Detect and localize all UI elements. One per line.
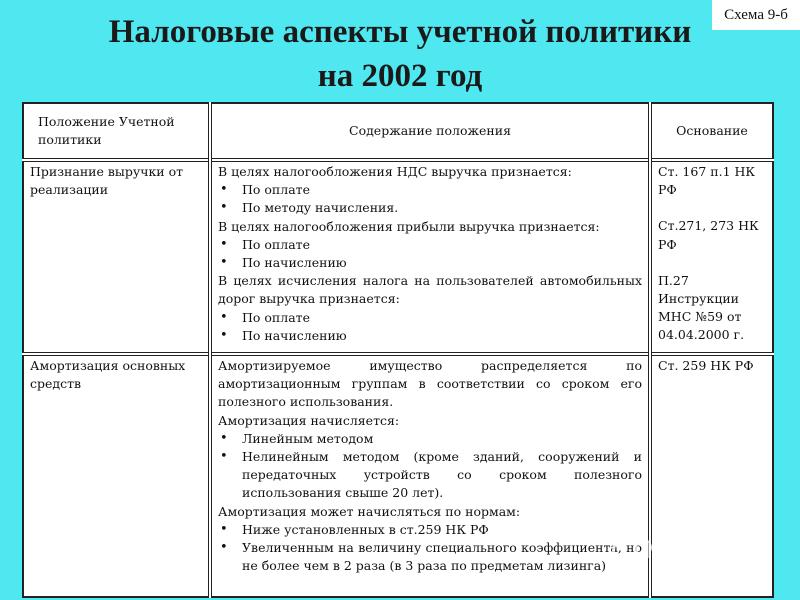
title-line-1: Налоговые аспекты учетной политики xyxy=(108,14,692,50)
slide-title xyxy=(0,10,800,98)
content-bullet: • По начислению xyxy=(218,254,642,272)
watermark-logo-icon xyxy=(612,538,638,564)
content-bullet: • По оплате xyxy=(218,236,642,254)
title-line-2: на 2002 год xyxy=(317,58,483,94)
content-paragraph: Амортизируемое имущество распределяется по амортизационным группам в соответствии со сроком его полезного использования. xyxy=(218,358,642,410)
header-basis: Основание xyxy=(650,103,773,160)
row-content-cell xyxy=(210,160,650,354)
content-bullet: • Ниже установленных в ст.259 НК РФ xyxy=(218,521,642,539)
row-position-cell: Амортизация основных средств xyxy=(23,354,210,597)
header-content: Содержание положения xyxy=(210,103,650,160)
content-bullet: • По методу начисления. xyxy=(218,199,642,217)
row-position-cell: Признание выручки от реализации xyxy=(23,160,210,354)
slide-number-badge: Схема 9-б xyxy=(712,0,800,30)
content-paragraph: Амортизация может начисляться по нормам: xyxy=(218,503,521,519)
row-content-cell xyxy=(210,354,650,597)
content-paragraph: В целях исчисления налога на пользователей автомобильных дорог выручка признается: xyxy=(218,273,642,307)
content-bullet: • По начислению xyxy=(218,327,642,345)
content-bullet: • Линейным методом xyxy=(218,430,642,448)
basis-reference: Ст. 259 НК РФ xyxy=(658,358,754,373)
basis-reference: Ст.271, 273 НК РФ xyxy=(658,218,759,252)
table-header-row xyxy=(23,103,773,160)
watermark xyxy=(612,536,767,564)
content-paragraph: Амортизация начисляется: xyxy=(218,412,400,428)
table-row xyxy=(23,160,773,354)
watermark-text: MyShared xyxy=(644,536,768,564)
basis-reference: Ст. 167 п.1 НК РФ xyxy=(658,164,756,198)
content-bullet: • Нелинейным методом (кроме зданий, сооружений и передаточных устройств со сроком полезного использования свыше 20 лет). xyxy=(218,448,642,503)
content-paragraph: В целях налогообложения прибыли выручка признается: xyxy=(218,218,600,234)
accounting-policy-table xyxy=(22,102,774,598)
basis-reference: П.27 Инструкции МНС №59 от 04.04.2000 г. xyxy=(658,272,745,343)
header-position: Положение Учетной политики xyxy=(23,103,210,160)
content-paragraph: В целях налогообложения НДС выручка признается: xyxy=(218,164,572,179)
row-basis-cell xyxy=(650,160,773,354)
content-bullet: • По оплате xyxy=(218,181,642,199)
content-bullet: • Увеличенным на величину специального коэффициента, но не более чем в 2 раза (в 3 раза по предметам лизинга) xyxy=(218,539,642,575)
content-bullet: • По оплате xyxy=(218,309,642,327)
